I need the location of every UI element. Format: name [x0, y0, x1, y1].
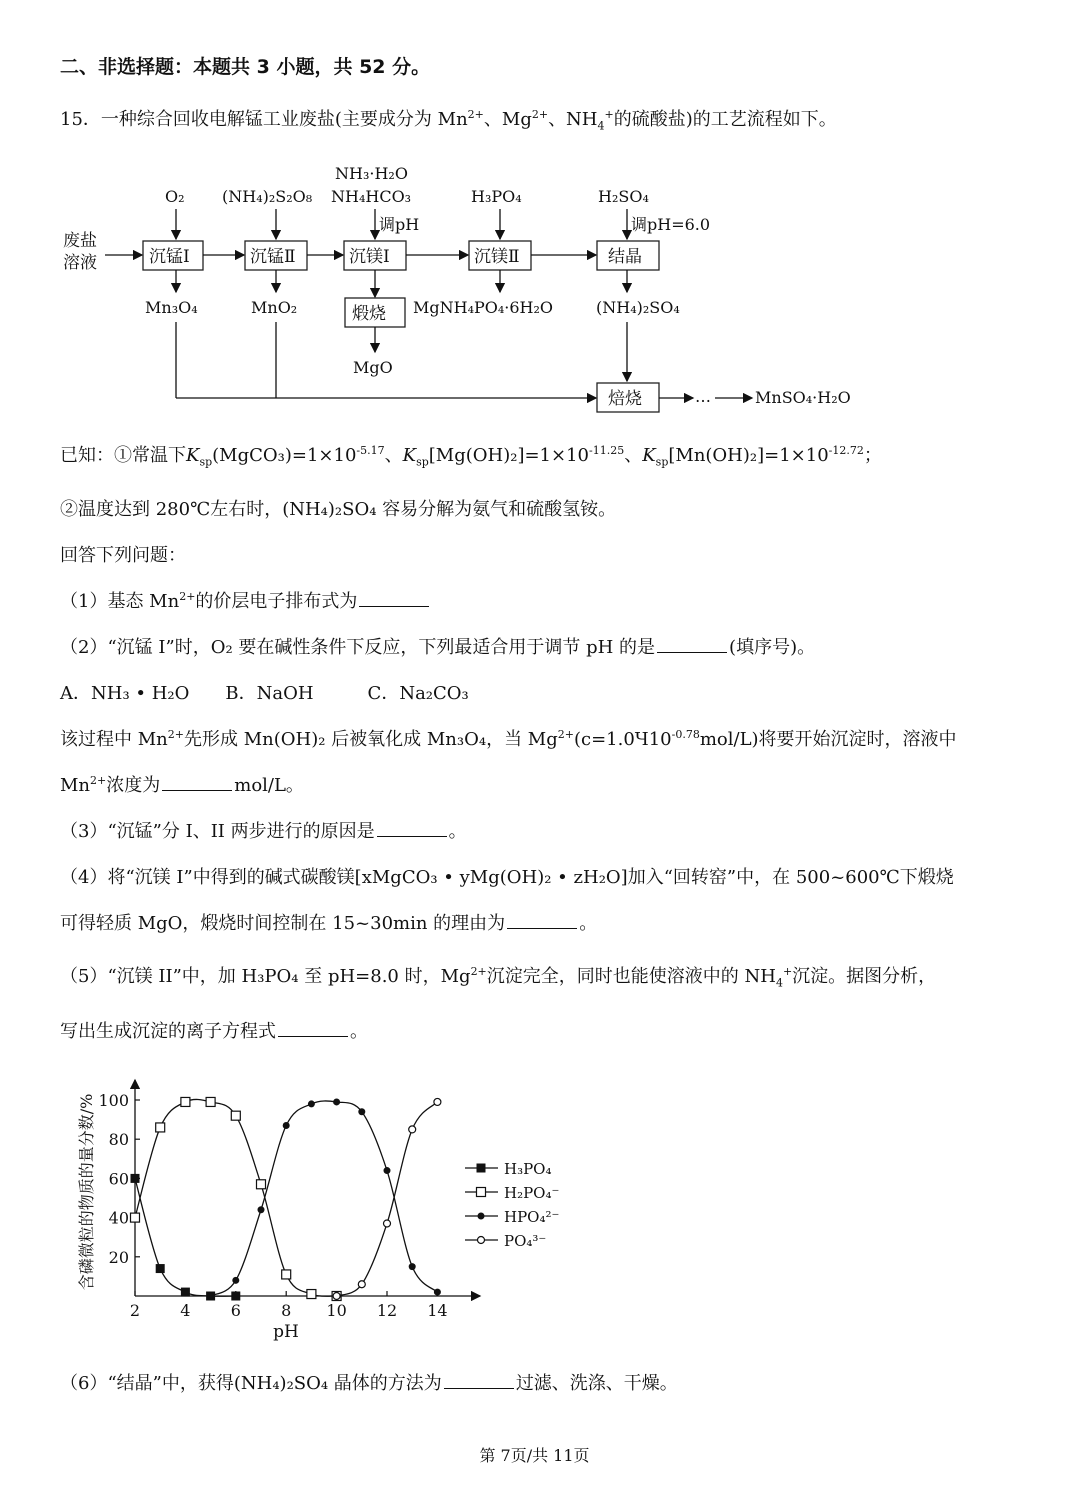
item-2-context	[60, 729, 957, 751]
data-point	[231, 1292, 240, 1301]
item-text: 浓度为	[106, 775, 161, 796]
data-point	[206, 1097, 215, 1106]
data-point	[358, 1281, 365, 1288]
legend-label: HPO₄²⁻	[504, 1208, 560, 1226]
item-2-question	[60, 775, 304, 797]
data-point	[384, 1220, 391, 1227]
item-text: 该过程中 Mn	[60, 729, 168, 750]
answer-blank[interactable]	[507, 914, 577, 929]
data-point	[257, 1180, 266, 1189]
data-point	[409, 1126, 416, 1133]
reagent-adjust-ph: 调pH	[379, 215, 420, 234]
series-line	[337, 1102, 438, 1296]
item-text: 过滤、洗涤、干燥。	[515, 1373, 678, 1394]
intro-text: 的硫酸盐)的工艺流程如下。	[613, 109, 837, 130]
series-3	[333, 1098, 441, 1299]
step-crystal: 结晶	[608, 247, 642, 267]
known-text: ；	[863, 445, 882, 466]
item-text: 可得轻质 MgO，煅烧时间控制在 15~30min 的理由为	[60, 913, 506, 934]
item-sup: 2+	[557, 728, 574, 741]
reagent-h3po4: H₃PO₄	[471, 187, 522, 206]
ksp-sub: sp	[655, 455, 669, 469]
series-line	[211, 1101, 438, 1296]
data-point	[409, 1263, 416, 1270]
x-tick-label: 2	[129, 1301, 141, 1320]
data-point	[478, 1237, 485, 1244]
known-text: 、	[384, 445, 403, 466]
data-point	[307, 1290, 316, 1299]
known-text: 、	[624, 445, 643, 466]
answer-blank[interactable]	[278, 1022, 348, 1037]
item-text: 的价层电子排布式为	[195, 591, 358, 612]
data-point	[384, 1167, 391, 1174]
legend-label: H₃PO₄	[504, 1160, 552, 1178]
intro-sup: 2+	[531, 108, 549, 121]
item-sup: 2+	[90, 774, 107, 787]
item-2-options: A．NH₃ • H₂O B．NaOH C．Na₂CO₃	[60, 683, 469, 704]
intro-text: 、Mg	[483, 109, 532, 130]
data-point	[156, 1123, 165, 1132]
data-point	[232, 1277, 239, 1284]
item-4-cont	[60, 913, 597, 935]
known-text: 已知：①常温下	[60, 445, 186, 466]
known-text: [Mg(OH)₂]=1×10	[428, 445, 589, 466]
series-line	[135, 1178, 236, 1296]
x-tick-label: 10	[326, 1301, 347, 1320]
phosphate-distribution-chart	[70, 1070, 630, 1350]
item-text: mol/L。	[234, 775, 304, 796]
data-point	[258, 1206, 265, 1213]
step-mn2: 沉锰Ⅱ	[250, 247, 296, 267]
reagent-adjust-ph-6: 调pH=6.0	[631, 215, 711, 234]
known-sup: -11.25	[589, 444, 625, 457]
item-text: 写出生成沉淀的离子方程式	[60, 1021, 276, 1042]
x-tick-label: 8	[281, 1301, 292, 1320]
x-axis-label: pH	[273, 1322, 299, 1342]
data-point	[207, 1293, 214, 1300]
product-mgo: MgO	[353, 358, 393, 377]
item-text: Mn	[60, 775, 91, 796]
product-mn3o4: Mn₃O₄	[145, 298, 198, 317]
feed-label-1: 废盐	[63, 231, 97, 251]
ksp-symbol: K	[402, 445, 417, 466]
item-sub: 4	[775, 976, 783, 990]
item-sup: 2+	[179, 590, 196, 603]
y-tick-label: 80	[108, 1130, 129, 1150]
intro-text: 、NH	[548, 109, 598, 130]
data-point	[131, 1174, 140, 1183]
step-mg2: 沉镁Ⅱ	[474, 247, 520, 267]
item-5-cont	[60, 1021, 368, 1043]
item-text: 。	[448, 821, 467, 842]
item-text: （2）“沉锰 I”时，O₂ 要在碱性条件下反应，下列最适合用于调节 pH 的是	[60, 637, 656, 658]
ksp-sub: sp	[416, 455, 429, 469]
answer-blank[interactable]	[657, 638, 727, 653]
answer-blank[interactable]	[377, 822, 447, 837]
data-point	[181, 1097, 190, 1106]
reagent-bicarbonate: NH₄HCO₃	[331, 187, 412, 206]
item-4: （4）将“沉镁 I”中得到的碱式碳酸镁[xMgCO₃ • yMg(OH)₂ • zH₂O]加入“回转窑”中，在 500~600℃下煅烧	[60, 867, 954, 888]
data-point	[231, 1111, 240, 1120]
known-text: [Mn(OH)₂]=1×10	[668, 445, 829, 466]
item-text: (c=1.0Ч10	[573, 729, 672, 750]
data-point	[434, 1289, 441, 1296]
ksp-symbol: K	[186, 445, 200, 466]
item-text: 。	[350, 1021, 368, 1042]
item-6	[60, 1373, 678, 1395]
data-point	[181, 1288, 190, 1297]
process-flow-diagram	[55, 152, 885, 417]
item-text: mol/L)将要开始沉淀时，溶液中	[699, 729, 957, 750]
item-sup: -0.78	[671, 728, 700, 741]
intro-text: 15．一种综合回收电解锰工业废盐(主要成分为 Mn	[60, 109, 468, 130]
product-struvite: MgNH₄PO₄·6H₂O	[413, 298, 554, 317]
data-point	[282, 1270, 291, 1279]
item-2	[60, 637, 815, 659]
step-mg1: 沉镁Ⅰ	[349, 247, 390, 267]
item-5	[60, 966, 936, 988]
item-sup: 2+	[470, 965, 487, 978]
section-title: 二、非选择题：本题共 3 小题，共 52 分。	[60, 56, 431, 78]
reagent-persulfate: (NH₄)₂S₂O₈	[222, 187, 313, 206]
product-mno2: MnO₂	[251, 298, 298, 317]
known-sup: -5.17	[356, 444, 385, 457]
intro-sup: +	[604, 108, 614, 121]
step-calcine: 煅烧	[352, 304, 386, 324]
step-roast: 焙烧	[608, 389, 642, 409]
known-decomposition: ②温度达到 280℃左右时，(NH₄)₂SO₄ 容易分解为氨气和硫酸氢铵。	[60, 499, 617, 520]
x-tick-label: 4	[180, 1301, 191, 1320]
item-text: （5）“沉镁 II”中，加 H₃PO₄ 至 pH=8.0 时，Mg	[60, 966, 471, 987]
item-3	[60, 821, 467, 843]
item-1	[60, 591, 431, 613]
known-ksp	[60, 445, 882, 467]
x-tick-label: 6	[230, 1301, 241, 1320]
ksp-sub: sp	[199, 455, 213, 469]
data-point	[333, 1293, 340, 1300]
data-point	[358, 1108, 365, 1115]
page-footer: 第 7页/共 11页	[479, 1446, 590, 1465]
y-tick-label: 60	[108, 1169, 129, 1189]
y-tick-label: 40	[108, 1208, 129, 1228]
product-mnso4: MnSO₄·H₂O	[755, 388, 851, 407]
item-text: 沉淀。据图分析，	[792, 966, 937, 987]
intro-sub: 4	[597, 119, 605, 133]
data-point	[333, 1098, 340, 1105]
feed-label-2: 溶液	[63, 253, 97, 273]
data-point	[434, 1098, 441, 1105]
item-text: 先形成 Mn(OH)₂ 后被氧化成 Mn₃O₄，当 Mg	[183, 729, 558, 750]
data-point	[156, 1264, 165, 1273]
answer-blank[interactable]	[359, 592, 429, 607]
data-point	[477, 1164, 486, 1173]
known-sup: -12.72	[828, 444, 864, 457]
question-intro	[60, 109, 837, 131]
x-tick-label: 12	[376, 1301, 398, 1320]
item-text: （3）“沉锰”分 I、II 两步进行的原因是	[60, 821, 375, 842]
item-text: 。	[579, 913, 598, 934]
legend-label: H₂PO₄⁻	[504, 1184, 560, 1202]
data-point	[131, 1213, 140, 1222]
answer-blank[interactable]	[162, 776, 232, 791]
legend-label: PO₄³⁻	[504, 1232, 547, 1250]
answer-blank[interactable]	[444, 1374, 514, 1389]
reagent-ammonia: NH₃·H₂O	[335, 164, 408, 183]
y-tick-label: 100	[98, 1091, 129, 1110]
x-tick-label: 14	[427, 1301, 448, 1320]
item-sup: 2+	[167, 728, 184, 741]
product-ammonium-sulfate: (NH₄)₂SO₄	[596, 298, 680, 317]
y-axis-label: 含磷微粒的物质的量分数/%	[77, 1093, 96, 1291]
ksp-symbol: K	[642, 445, 656, 466]
answer-prompt: 回答下列问题：	[60, 545, 186, 566]
item-text: （6）“结晶”中，获得(NH₄)₂SO₄ 晶体的方法为	[60, 1373, 442, 1394]
item-text: 沉淀完全，同时也能使溶液中的 NH	[486, 966, 776, 987]
data-point	[478, 1213, 485, 1220]
reagent-h2so4: H₂SO₄	[598, 187, 649, 206]
data-point	[477, 1188, 486, 1197]
item-sup: +	[782, 965, 793, 978]
intro-sup: 2+	[467, 108, 484, 121]
product-ellipsis: …	[695, 387, 711, 406]
series-0	[131, 1174, 241, 1301]
item-text: （1）基态 Mn	[60, 591, 180, 612]
reagent-o2: O₂	[165, 187, 185, 206]
step-mn1: 沉锰Ⅰ	[149, 247, 190, 267]
data-point	[308, 1100, 315, 1107]
item-text: (填序号)。	[729, 637, 816, 658]
data-point	[283, 1122, 290, 1129]
y-tick-label: 20	[108, 1247, 129, 1267]
known-text: (MgCO₃)=1×10	[212, 445, 357, 466]
